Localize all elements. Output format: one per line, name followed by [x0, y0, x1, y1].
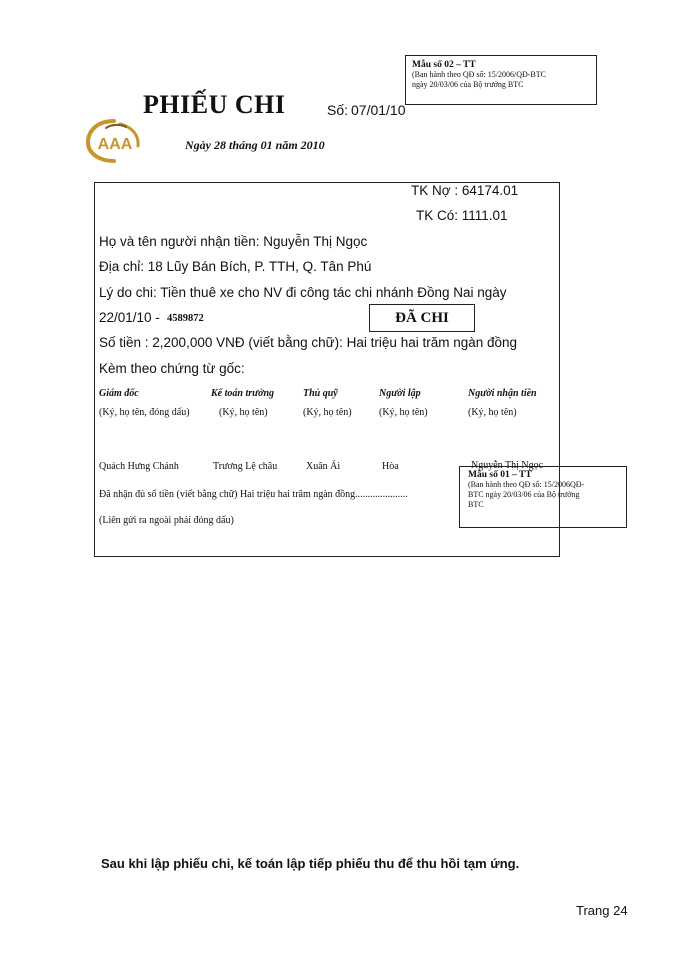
recipient-line: Họ và tên người nhận tiền: Nguyễn Thị Ngọc [99, 234, 368, 249]
form-code-overlay: Mẫu số 01 – TT [468, 470, 532, 480]
sig-instruction-director: (Ký, họ tên, đóng dấu) [99, 407, 190, 418]
sig-name-recipient: Nguyễn Thị Ngọc [471, 460, 544, 471]
sig-name-preparer: Hòa [382, 461, 399, 472]
received-line: Đã nhận đủ số tiền (viết bằng chữ) Hai triệu hai trăm ngàn đồng..................... [99, 489, 408, 500]
sig-instruction-chief-accountant: (Ký, họ tên) [219, 407, 268, 418]
sig-role-chief-accountant: Kế toán trưởng [211, 388, 275, 399]
sig-role-preparer: Người lập [379, 388, 421, 399]
sig-role-director: Giám đốc [99, 388, 139, 399]
paid-stamp: ĐÃ CHI [369, 304, 475, 332]
voucher-date: Ngày 28 tháng 01 năm 2010 [185, 138, 325, 152]
debit-account: TK Nợ : 64174.01 [411, 183, 519, 198]
voucher-number-label: Số: [327, 102, 349, 118]
sig-instruction-recipient: (Ký, họ tên) [468, 407, 517, 418]
sig-instruction-preparer: (Ký, họ tên) [379, 407, 428, 418]
form-code: Mẫu số 02 – TT [412, 60, 476, 70]
form-template-box-overlay [459, 466, 627, 528]
form-template-box [405, 55, 597, 105]
reason-date: 22/01/10 - [99, 310, 160, 325]
form-note-line1: (Ban hành theo QĐ số: 15/2006/QĐ-BTC [412, 70, 546, 79]
sig-name-director: Quách Hưng Chánh [99, 461, 179, 472]
credit-account: TK Có: 1111.01 [416, 208, 508, 223]
sig-name-chief-accountant: Trương Lệ châu [213, 461, 278, 472]
page-number: Trang 24 [576, 903, 628, 918]
reason-line: Lý do chi: Tiền thuê xe cho NV đi công tác chi nhánh Đồng Nai ngày [99, 285, 507, 300]
footer-note: Sau khi lập phiếu chi, kế toán lập tiếp phiếu thu để thu hồi tạm ứng. [101, 856, 520, 871]
voucher-number: 07/01/10 [351, 102, 406, 118]
copy-note: (Liên gửi ra ngoài phải đóng dấu) [99, 515, 234, 526]
form-note-line2: ngày 20/03/06 của Bộ trưởng BTC [412, 80, 524, 89]
amount-line: Số tiền : 2,200,000 VNĐ (viết bằng chữ): Hai triệu hai trăm ngàn đồng [99, 335, 518, 350]
page-title: PHIẾU CHI [143, 90, 286, 119]
address-line: Địa chỉ: 18 Lũy Bán Bích, P. TTH, Q. Tân Phú [99, 259, 372, 274]
sig-name-cashier: Xuân Ái [306, 461, 341, 472]
sig-instruction-cashier: (Ký, họ tên) [303, 407, 352, 418]
reason-code: 4589872 [167, 313, 204, 324]
sig-role-recipient: Người nhận tiền [468, 388, 537, 399]
form-note-overlay-line1: (Ban hành theo QĐ số: 15/2006QĐ- [468, 480, 585, 489]
logo-text: AAA [97, 136, 133, 153]
company-logo [84, 118, 144, 164]
form-note-overlay-line3: BTC [468, 500, 484, 509]
attachments-line: Kèm theo chứng từ gốc: [99, 361, 245, 376]
sig-role-cashier: Thủ quỹ [303, 388, 338, 399]
form-note-overlay-line2: BTC ngày 20/03/06 của Bộ trưởng [468, 490, 580, 499]
